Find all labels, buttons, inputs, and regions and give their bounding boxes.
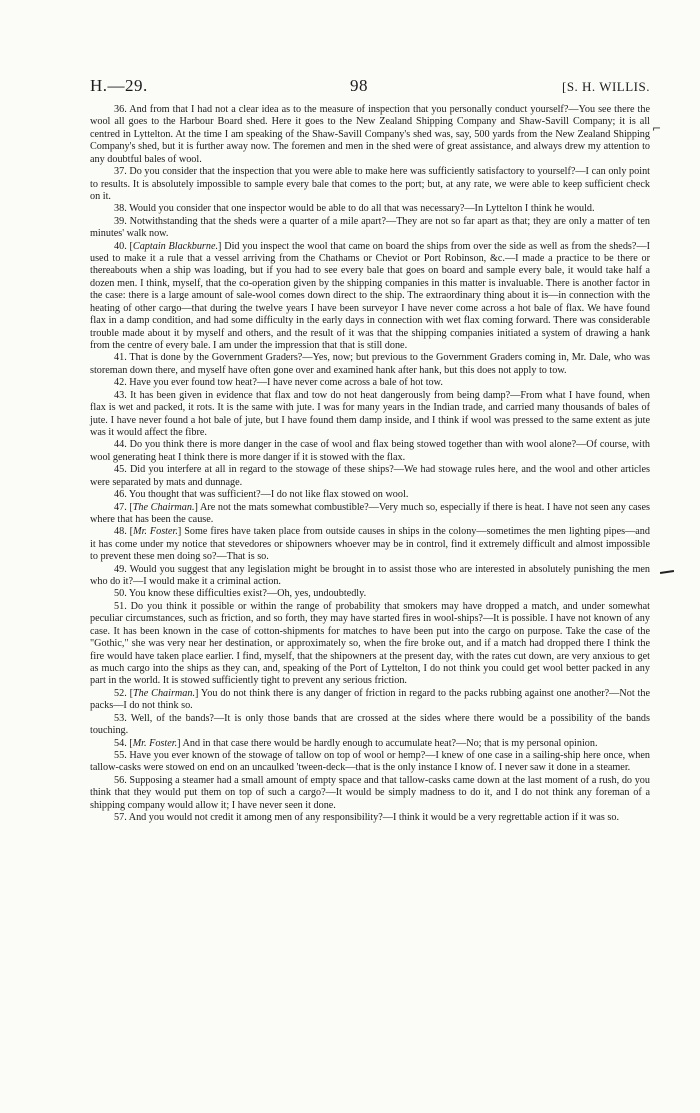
- question-paragraph: 41. That is done by the Government Graders?—Yes, now; but previous to the Government Graders coming in, Mr. Dale, who was storeman down there, and myself have often gone over and examined hank after hank, but this does not apply to tow.: [90, 352, 650, 376]
- speaker-name: Mr. Foster.: [133, 526, 178, 538]
- question-paragraph: 38. Would you consider that one inspector would be able to do all that was necessary?—In Lyttelton I think he would.: [114, 203, 595, 215]
- question-paragraph: 36. And from that I had not a clear idea as to the measure of inspection that you personally conduct yourself?—You see there the wool all goes to the Harbour Board shed. Here it goes to the New Zealand Shipping Company and Shaw-Savill Company; it is all centred in Lyttelton. At the time I am speaking of the Shaw-Savill Company's shed was, say, 500 yards from the New Zealand Shipping Company's shed, but it is further away now. The foremen and men in the shed were of great assistance, and always drew my attention to any doubtful bales of wool.: [90, 104, 650, 165]
- margin-mark-icon: ⌐: [652, 122, 662, 135]
- question-paragraph: 40. [Captain Blackburne.] Did you inspect the wool that came on board the ships from over the side as well as from the sheds?—I used to make it a rule that a vessel arriving from the Chathams or Cheviot or Port Robinson, &c.—I made a practice to be there or thereabouts when a ship was loading, but if you had to see every bale that goes on board and sample every bale, it would take half a dozen men. I think, myself, that the co-operation given by the shipping companies in this matter is invaluable. There is another factor in the case: there is a large amount of sale-wool comes down direct to the ship. The extraordinary thing about it is—in connection with the heating of other cargo—that during the twelve years I have been surveyor I have never come across a hot bale of flax. We have found flax in a damp condition, and had some difficulty in the early days in connection with wet flax coming forward. There was considerable trouble made about it by myself and others, and the result of it was that the shipping companies initiated a system of drawing a hank from the centre of every bale. I am under the impression that that is still done.: [90, 240, 650, 352]
- speaker-name: Captain Blackburne.: [132, 240, 219, 252]
- question-paragraph: 47. [The Chairman.] Are not the mats somewhat combustible?—Very much so, especially if there is heat. I have not seen any cases where that has been the cause.: [90, 501, 650, 525]
- question-paragraph: 57. And you would not credit it among men of any responsibility?—I think it would be a very regrettable action if it was so.: [114, 812, 620, 824]
- question-paragraph: 42. Have you ever found tow heat?—I have never come across a bale of hot tow.: [114, 377, 443, 389]
- page-number: 98: [350, 76, 368, 95]
- testimony-body: [90, 104, 650, 824]
- question-paragraph: 37. Do you consider that the inspection that you were able to make here was sufficiently satisfactory to yourself?—I can only point to results. It is absolutely impossible to sample every bale that comes to the port; but, at any rate, we were able to keep sufficient check on it.: [90, 166, 650, 202]
- page-header: [90, 76, 650, 98]
- question-paragraph: 48. [Mr. Foster.] Some fires have taken place from outside causes in ships in the colony—sometimes the men lighting pipes—and it has come under my notice that stevedores or shipowners whoever may be in control, find it extremely difficult and almost impossible to prevent these men doing so?—That is so.: [90, 526, 650, 563]
- question-paragraph: 54. [Mr. Foster.] And in that case there would be hardly enough to accumulate heat?—No; that is my personal opinion.: [114, 737, 598, 749]
- document-reference: H.—29.: [90, 76, 148, 95]
- speaker-name: Mr. Foster.: [132, 737, 178, 749]
- question-paragraph: 46. You thought that was sufficient?—I do not like flax stowed on wool.: [114, 489, 409, 501]
- question-paragraph: 50. You know these difficulties exist?—Oh, yes, undoubtedly.: [114, 588, 367, 600]
- question-paragraph: 55. Have you ever known of the stowage of tallow on top of wool or hemp?—I knew of one case in a sailing-ship here once, when tallow-casks were stowed on end on an uncaulked 'tween-deck—that is the only instance I know of. I never saw it done in a steamer.: [90, 749, 650, 774]
- question-paragraph: 56. Supposing a steamer had a small amount of empty space and that tallow-casks came down at the last moment of a rush, do you think that they would put them on top of such a cargo?—It would be simply madness to do it, and I do not think any foreman of a shipping company would allow it; I have never seen it done.: [90, 774, 650, 811]
- speaker-name: The Chairman.: [133, 687, 196, 699]
- witness-name: [S. H. WILLIS.: [561, 79, 650, 94]
- speaker-name: The Chairman.: [132, 501, 195, 513]
- question-paragraph: 44. Do you think there is more danger in the case of wool and flax being stowed together than with wool alone?—Of course, with wool generating heat I think there is more danger if it is stowed with the flax.: [90, 439, 650, 463]
- question-paragraph: 53. Well, of the bands?—It is only those bands that are crossed at the sides where there would be a possibility of the bands touching.: [90, 712, 650, 737]
- question-paragraph: 51. Do you think it possible or within the range of probability that smokers may have dropped a match, and under somewhat peculiar circumstances, such as friction, and so forth, they may have started fires in wool-ships?—It is possible. I have not known of any case. It has been known in the case of cotton-shipments for matches to have been put into the cargo on purpose. Take the case of the "Gothic," she was very near her destination, or approximately so, when the fire broke out, and if a match had dropped there I think the fire would have taken place earlier. I find, myself, that the shipowners at the present day, with the rates cut down, are very anxious to get as much cargo into the ships as they can, and, speaking of the Port of Lyttelton, I do not think you could get wool better packed in any part in the world. It is stowed sufficiently tight to prevent any serious friction.: [90, 600, 650, 687]
- question-paragraph: 52. [The Chairman.] You do not think there is any danger of friction in regard to the packs rubbing against one another?—Not the packs—I do not think so.: [90, 687, 650, 712]
- margin-dash-icon: [660, 570, 674, 574]
- question-paragraph: 45. Did you interfere at all in regard to the stowage of these ships?—We had stowage rules here, and the wool and other articles were separated by mats and dunnage.: [90, 464, 650, 488]
- question-paragraph: 43. It has been given in evidence that flax and tow do not heat dangerously from being damp?—From what I have found, when flax is wet and packed, it rots. It is the same with jute. I was for many years in the Indian trade, and carried many thousands of bales of jute. I have never found a hot bale of jute, but I have found them damp inside, and I think if wool was pressed to the same extent as jute was it would affect the fibre.: [90, 389, 650, 438]
- question-paragraph: 49. Would you suggest that any legislation might be brought in to assist those who are interested in absolutely punishing the men who do it?—I would make it a criminal action.: [90, 563, 650, 588]
- question-paragraph: 39. Notwithstanding that the sheds were a quarter of a mile apart?—They are not so far apart as that; they are only a matter of ten minutes' walk now.: [90, 215, 650, 240]
